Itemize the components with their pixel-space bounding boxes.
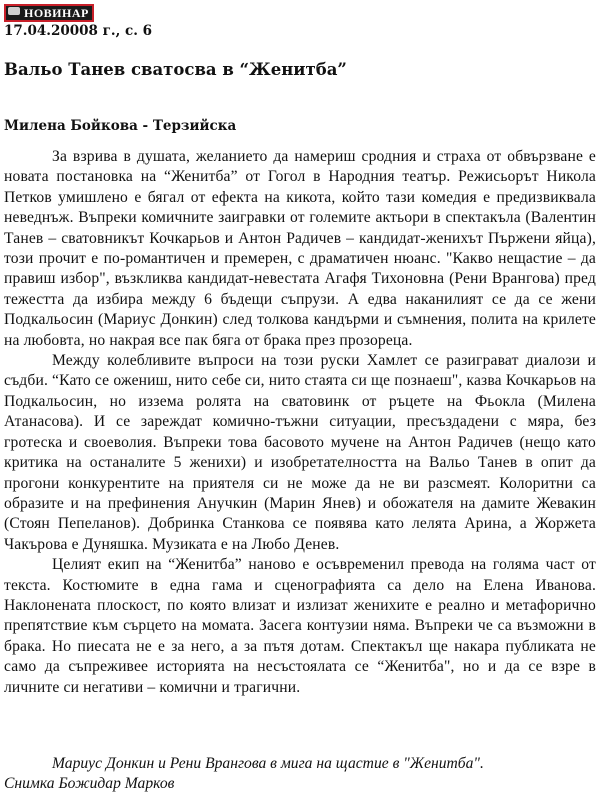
- article-author: Милена Бойкова - Терзийска: [4, 118, 237, 134]
- photo-caption: [4, 754, 596, 794]
- logo-text: НОВИНАР: [24, 6, 89, 20]
- article-paragraph: Целият екип на “Женитба” наново е осъвременил превода на голяма част от текста. Костюмите в една гама и сценографията са дело на Елена Иванова. Наклонената плоскост, по която влизат и излизат жениxите е реално и метафорично препятствие към сърцето на момата. Засега контузии няма. Въпреки че са възможни в брака. Но пиесата не е за него, а за пътя дотам. Спектакъл ще накара публиката не само да съпреживее историята на несъстоялата се “Женитба", но и да се взре в личните си негативи – комични и трагични.: [4, 556, 596, 696]
- article-paragraph: Между колебливите въпроси на този руски Хамлет се разиграват диалози и съдби. “Като се ожениш, нито себе си, нито стаята си ще познаеш", казва Кочкарьов на Подкальосин, но иззема ролята на сватовинк от ръцете на Фьокла (Милена Атанасова). И се зареждат комично-тъжни ситуации, пресъздадени с мяра, без гротеска и своеволия. Въпреки това басовото мучене на Антон Радичев (нещо като критика на останалите 5 жениxи) и изобретателността на Вальо Танев в опит да прогони конкурентите на приятеля си не може да не ви разсмеят. Колоритни са образите и на префинения Анучкин (Марин Янев) и обожателя на дамите Жевакин (Стоян Пепеланов). Добринка Станкова се появява като лелята Арина, а Жоржета Чакърова е Дуняшка. Музиката е на Любо Денев.: [4, 352, 596, 553]
- newspaper-clipping-page: [4, 2, 596, 794]
- caption-description: Мариус Донкин и Рени Врангова в мига на щастие в "Женитба".: [52, 754, 484, 772]
- article-body: [4, 147, 596, 698]
- photo-credit: Снимка Божидар Марков: [4, 774, 175, 792]
- logo-emblem-icon: [8, 7, 20, 15]
- article-title: Вальо Танев сватосва в “Женитба”: [4, 60, 347, 79]
- article-paragraph: За взрива в душата, желанието да намериш сродния и страха от обвързване е новата постановка на “Женитба” от Гогол в Народния театър. Режисьорът Никола Петков умишлено е бягал от ефекта на кикота, който тази комедия е предизвиквала неведнъж. Въпреки комичните заигравки от големите актьори в спектакъла (Валентин Танев – сватовникът Кочкарьов и Антон Радичев – кандидат-женихът Пържени яйца), този прочит е по-романтичен и премерен, с драматичен нюанс. "Какво нещастие – да правиш избор", възкликва кандидат-невестата Агафя Тихоновна (Рени Врангова) пред тежестта да избира между 6 бъдещи съпрузи. А едва наканилият се да се жени Подкальосин (Мариус Донкин) след толкова кандърми и съмнения, полита на крилете на любовта, но накрая все пак бяга от брака през прозореца.: [4, 148, 596, 349]
- dateline: 17.04.20008 г., с. 6: [4, 23, 153, 39]
- newspaper-logo: [4, 4, 94, 22]
